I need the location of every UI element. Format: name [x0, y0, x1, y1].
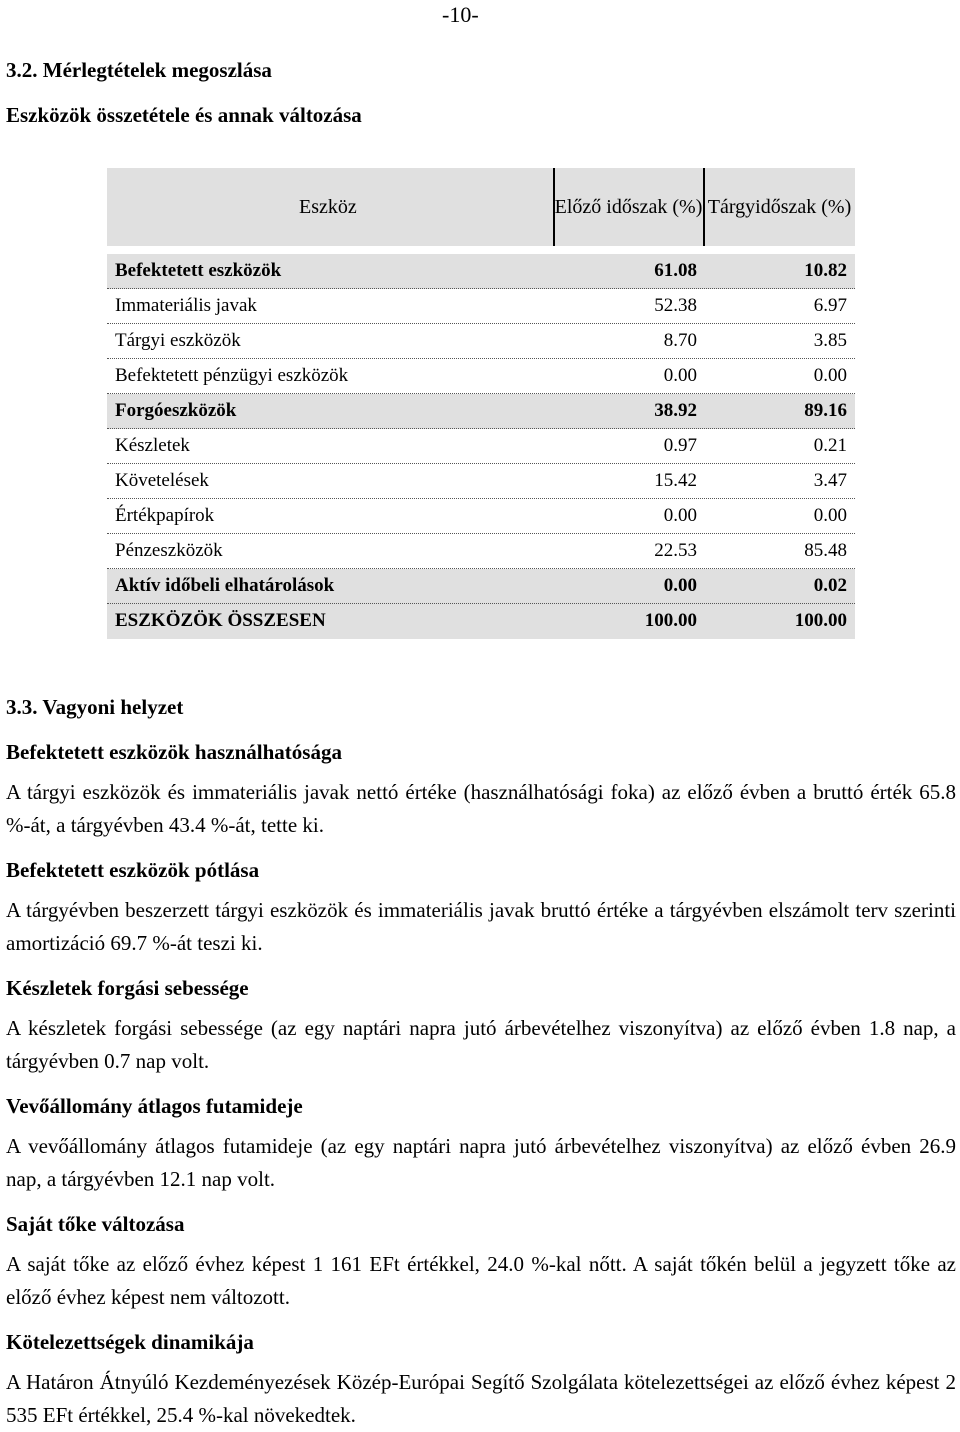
row-label: Immateriális javak: [115, 295, 257, 316]
row-label: Aktív időbeli elhatárolások: [115, 575, 335, 596]
subsection-paragraph: A Határon Átnyúló Kezdeményezések Közép-Európai Segítő Szolgálata kötelezettségei az előző évhez képest 2 535 EFt értékkel, 25.4 %-kal növekedtek.: [6, 1370, 956, 1427]
table-row: [107, 359, 855, 394]
asset-composition-table: [107, 168, 855, 631]
header-divider: [703, 168, 705, 246]
row-previous-value: 22.53: [654, 540, 697, 561]
row-current-value: 89.16: [804, 400, 847, 421]
header-current-period: Tárgyidőszak (%): [703, 168, 855, 246]
subsection-paragraph: A tárgyi eszközök és immateriális javak nettó értéke (használhatósági foka) az előző évben a bruttó érték 65.8 %-át, a tárgyévben 43.4 %-át, tette ki.: [6, 780, 956, 837]
table-row: [107, 464, 855, 499]
table-row: [107, 289, 855, 324]
row-label: Készletek: [115, 435, 190, 456]
section-heading-3-2: 3.2. Mérlegtételek megoszlása: [6, 58, 272, 82]
row-current-value: 3.47: [813, 470, 847, 491]
table-title: Eszközök összetétele és annak változása: [6, 103, 362, 127]
row-current-value: 100.00: [794, 610, 847, 631]
table-row: [107, 569, 855, 604]
row-previous-value: 8.70: [663, 330, 697, 351]
row-label: ESZKÖZÖK ÖSSZESEN: [115, 610, 326, 631]
row-previous-value: 0.00: [663, 365, 697, 386]
row-label: Értékpapírok: [115, 505, 215, 526]
header-previous-period: Előző időszak (%): [553, 168, 703, 246]
row-current-value: 6.97: [813, 295, 847, 316]
table-row: [107, 394, 855, 429]
row-label: Tárgyi eszközök: [115, 330, 241, 351]
subsection-paragraph: A tárgyévben beszerzett tárgyi eszközök és immateriális javak bruttó értéke a tárgyévben elszámolt terv szerinti amortizáció 69.7 %-át teszi ki.: [6, 898, 956, 955]
row-current-value: 3.85: [813, 330, 847, 351]
header-asset: Eszköz: [107, 168, 553, 246]
subsection-heading: Saját tőke változása: [6, 1212, 185, 1236]
row-previous-value: 0.00: [663, 575, 697, 596]
row-previous-value: 100.00: [644, 610, 697, 631]
subsection-heading: Befektetett eszközök használhatósága: [6, 740, 342, 764]
row-current-value: 0.21: [813, 435, 847, 456]
row-current-value: 85.48: [804, 540, 847, 561]
row-previous-value: 15.42: [654, 470, 697, 491]
subsection-paragraph: A készletek forgási sebessége (az egy naptári napra jutó árbevételhez viszonyítva) az előző évben 1.8 nap, a tárgyévben 0.7 nap volt.: [6, 1016, 956, 1073]
subsection-heading: Befektetett eszközök pótlása: [6, 858, 260, 882]
row-label: Követelések: [115, 470, 209, 491]
section-heading-3-3: 3.3. Vagyoni helyzet: [6, 695, 184, 719]
row-previous-value: 52.38: [654, 295, 697, 316]
row-label: Befektetett pénzügyi eszközök: [115, 365, 349, 386]
row-previous-value: 61.08: [654, 260, 697, 281]
row-current-value: 0.00: [813, 365, 847, 386]
row-label: Befektetett eszközök: [115, 260, 282, 281]
row-previous-value: 0.97: [663, 435, 697, 456]
table-row: [107, 604, 855, 639]
row-previous-value: 0.00: [663, 505, 697, 526]
table-header: [107, 168, 855, 246]
subsection-heading: Vevőállomány átlagos futamideje: [6, 1094, 303, 1118]
row-previous-value: 38.92: [654, 400, 697, 421]
table-row: [107, 254, 855, 289]
table-row: [107, 429, 855, 464]
subsection-heading: Készletek forgási sebessége: [6, 976, 249, 1000]
table-row: [107, 324, 855, 359]
subsection-paragraph: A saját tőke az előző évhez képest 1 161 EFt értékkel, 24.0 %-kal nőtt. A saját tőkén belül a jegyzett tőke az előző évhez képest nem változott.: [6, 1252, 956, 1309]
row-label: Forgóeszközök: [115, 400, 237, 421]
row-current-value: 0.02: [813, 575, 847, 596]
table-row: [107, 534, 855, 569]
subsection-heading: Kötelezettségek dinamikája: [6, 1330, 254, 1354]
page-number: -10-: [442, 2, 479, 27]
row-current-value: 0.00: [813, 505, 847, 526]
row-label: Pénzeszközök: [115, 540, 223, 561]
table-row: [107, 499, 855, 534]
subsection-paragraph: A vevőállomány átlagos futamideje (az egy naptári napra jutó árbevételhez viszonyítva) az előző évben 26.9 nap, a tárgyévben 12.1 nap volt.: [6, 1134, 956, 1191]
row-current-value: 10.82: [804, 260, 847, 281]
header-divider: [553, 168, 555, 246]
table-body: [107, 254, 855, 639]
